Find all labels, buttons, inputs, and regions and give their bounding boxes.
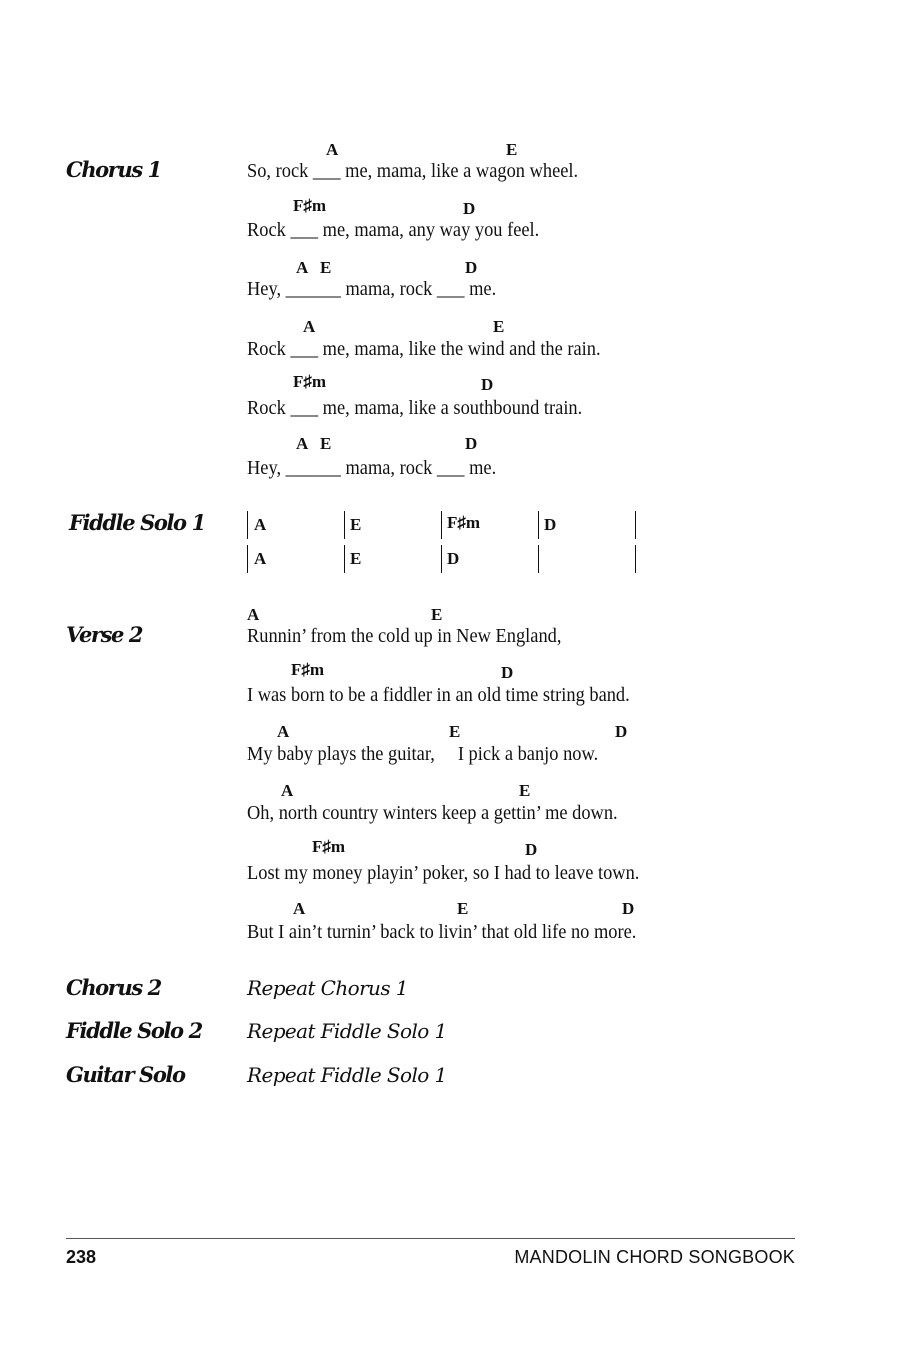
lyric-line: Rock ___ me, mama, like the wind and the rain. bbox=[247, 338, 601, 360]
footer-rule bbox=[66, 1238, 795, 1239]
chord: A bbox=[326, 140, 339, 159]
chord: E bbox=[519, 781, 531, 800]
lyric-line: I was born to be a fiddler in an old time string band. bbox=[247, 684, 630, 706]
section-label-fiddle-solo-1: Fiddle Solo 1 bbox=[69, 510, 205, 535]
lyric-line: Hey, ______ mama, rock ___ me. bbox=[247, 457, 497, 479]
chord: E bbox=[457, 899, 469, 918]
repeat-instruction: Repeat Fiddle Solo 1 bbox=[247, 1063, 447, 1087]
section-label-chorus-1: Chorus 1 bbox=[66, 157, 161, 182]
lyric-line: Oh, north country winters keep a gettin’ me down. bbox=[247, 802, 618, 824]
lyric-line: Lost my money playin’ poker, so I had to leave town. bbox=[247, 862, 640, 884]
chord: A bbox=[247, 605, 260, 624]
lyric-line: Hey, ______ mama, rock ___ me. bbox=[247, 278, 497, 300]
repeat-instruction: Repeat Chorus 1 bbox=[247, 976, 408, 1000]
measure-chord: E bbox=[350, 549, 362, 568]
section-label-verse-2: Verse 2 bbox=[66, 622, 143, 647]
chord: A bbox=[281, 781, 294, 800]
chord: F♯m bbox=[291, 660, 325, 679]
chord: D bbox=[481, 375, 494, 394]
chord: D bbox=[525, 840, 538, 859]
chord: D bbox=[501, 663, 514, 682]
bar-line bbox=[441, 545, 442, 573]
bar-line bbox=[344, 545, 345, 573]
chord: A bbox=[303, 317, 316, 336]
chord: A bbox=[277, 722, 290, 741]
section-label-fiddle-solo-2: Fiddle Solo 2 bbox=[66, 1018, 202, 1043]
bar-line bbox=[635, 511, 636, 539]
measure-chord: E bbox=[350, 515, 362, 534]
bar-line bbox=[247, 545, 248, 573]
lyric-line: Rock ___ me, mama, like a southbound train. bbox=[247, 397, 583, 419]
chord: D bbox=[465, 434, 478, 453]
chord: A bbox=[293, 899, 306, 918]
bar-line bbox=[538, 545, 539, 573]
chord: D bbox=[465, 258, 478, 277]
chord: E bbox=[449, 722, 461, 741]
chord: D bbox=[622, 899, 635, 918]
bar-line bbox=[441, 511, 442, 539]
bar-line bbox=[247, 511, 248, 539]
section-label-guitar-solo: Guitar Solo bbox=[66, 1062, 185, 1087]
chord: F♯m bbox=[293, 196, 327, 215]
chord: E bbox=[493, 317, 505, 336]
chord: D bbox=[615, 722, 628, 741]
section-label-chorus-2: Chorus 2 bbox=[66, 975, 161, 1000]
measure-chord: D bbox=[544, 515, 557, 534]
lyric-line: Runnin’ from the cold up in New England, bbox=[247, 625, 562, 647]
chord: D bbox=[463, 199, 476, 218]
measure-chord: F♯m bbox=[447, 513, 481, 532]
measure-chord: D bbox=[447, 549, 460, 568]
chord: E bbox=[431, 605, 443, 624]
measure-chord: A bbox=[254, 515, 267, 534]
chord: E bbox=[320, 258, 332, 277]
measure-chord: A bbox=[254, 549, 267, 568]
chord: A bbox=[296, 258, 309, 277]
book-title: MANDOLIN CHORD SONGBOOK bbox=[514, 1247, 795, 1267]
bar-line bbox=[344, 511, 345, 539]
chord: E bbox=[506, 140, 518, 159]
repeat-instruction: Repeat Fiddle Solo 1 bbox=[247, 1019, 447, 1043]
chord: F♯m bbox=[312, 837, 346, 856]
lyric-line: So, rock ___ me, mama, like a wagon wheel. bbox=[247, 160, 579, 182]
bar-line bbox=[538, 511, 539, 539]
lyric-line: Rock ___ me, mama, any way you feel. bbox=[247, 219, 540, 241]
lyric-line: But I ain’t turnin’ back to livin’ that old life no more. bbox=[247, 921, 637, 943]
chord: A bbox=[296, 434, 309, 453]
page-number: 238 bbox=[66, 1247, 97, 1267]
lyric-line: My baby plays the guitar, I pick a banjo now. bbox=[247, 743, 599, 765]
bar-line bbox=[635, 545, 636, 573]
chord: E bbox=[320, 434, 332, 453]
chord: F♯m bbox=[293, 372, 327, 391]
